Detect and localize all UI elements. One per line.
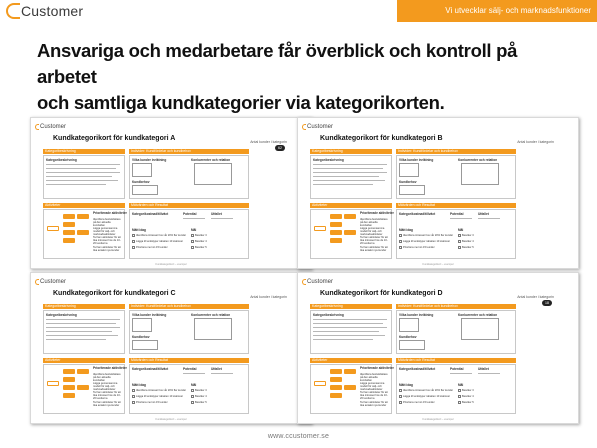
category-card-d — [297, 272, 579, 424]
label-kategori: Kategorikostnad/tillväxt — [399, 212, 436, 216]
text-line — [313, 331, 379, 332]
label-potential: Potential — [183, 212, 197, 216]
needs-chart — [132, 163, 152, 177]
goal-1: Besöker 3 — [462, 233, 474, 237]
footer-url: www.ccustomer.se — [267, 433, 330, 440]
goal-3: Besöker 5 — [195, 400, 207, 404]
goal-3: Besöker 5 — [462, 245, 474, 249]
goal-2: Besöker 4 — [462, 394, 474, 398]
label-matt: Mätt idag — [132, 383, 146, 387]
label-matt: Mätt idag — [399, 228, 413, 232]
card-badge: 18 — [542, 300, 552, 306]
activity-node — [330, 214, 342, 219]
card-title: Kundkategorikort för kundkategori B — [320, 135, 443, 142]
activity-1: Identifiera beslutsfattare på den aktuella kundsidan — [93, 373, 121, 382]
activity-node — [344, 385, 356, 390]
text-line — [46, 184, 106, 185]
activity-node — [77, 385, 89, 390]
activity-node — [63, 369, 75, 374]
competition-chart — [461, 318, 499, 340]
activity-node — [344, 230, 356, 235]
scale-line — [450, 373, 472, 374]
description-heading: Kategoribeskrivning — [46, 158, 77, 162]
checkbox — [458, 234, 461, 237]
brand-logo — [6, 3, 83, 19]
bar-activities: Aktiviteter — [43, 203, 125, 208]
text-line — [46, 180, 118, 181]
needs-table — [399, 185, 425, 195]
bar-results: Mätvärden och Resultat — [396, 203, 516, 208]
card-footnote: Kundkategorikort – exempel — [422, 263, 454, 266]
label-mal: Mål — [458, 228, 464, 232]
activity-node — [344, 369, 356, 374]
goal-1: Besöker 3 — [195, 233, 207, 237]
activity-node — [330, 385, 342, 390]
logo-c-mark — [6, 3, 20, 19]
checkbox — [191, 246, 194, 249]
card-title: Kundkategorikort för kundkategori A — [53, 135, 176, 142]
card-brand: Customer — [40, 124, 67, 130]
measure-2: Lägga till enkätyper rabatten 10 stationer — [403, 239, 451, 243]
brand-tagline: Vi utvecklar sälj- och marknadsfunktioner — [397, 0, 597, 22]
category-card-a — [30, 117, 312, 269]
checkbox — [132, 246, 135, 249]
activity-4: Ta fram aktiviteter för att öka antalet nya kunder — [360, 246, 388, 252]
card-footnote: Kundkategorikort – exempel — [422, 418, 454, 421]
text-line — [46, 164, 120, 165]
goal-2: Besöker 4 — [195, 394, 207, 398]
label-kategori: Kategorikostnad/tillväxt — [399, 367, 436, 371]
checkbox — [399, 395, 402, 398]
label-kundnyttor: Vilka kunder inriktning — [132, 158, 167, 162]
checkbox — [132, 395, 135, 398]
checkbox — [132, 234, 135, 237]
label-konkurrens: Konkurrenter och relation — [458, 158, 498, 162]
checkbox — [458, 389, 461, 392]
measure-1: Identifiera intresset hos vår 20% fler kunder — [403, 233, 454, 237]
bar-activities: Aktiviteter — [310, 358, 392, 363]
text-line — [313, 339, 373, 340]
activity-node — [63, 393, 75, 398]
brand-name: Customer — [21, 3, 84, 19]
text-line — [46, 339, 106, 340]
headline-line-2: och samtliga kundkategorier via kategorikorten. — [37, 92, 445, 113]
text-line — [46, 335, 118, 336]
activity-1: Identifiera beslutsfattare på den aktuella kundsidan — [93, 218, 121, 227]
activity-node-root — [47, 226, 59, 231]
card-subtitle: Antal kunder i kategorin — [517, 140, 554, 144]
scale-line — [478, 218, 500, 219]
text-line — [46, 172, 120, 173]
bar-activities: Aktiviteter — [43, 358, 125, 363]
label-kundnyttor: Vilka kunder inriktning — [399, 313, 434, 317]
text-line — [313, 172, 387, 173]
activity-node — [77, 369, 89, 374]
measure-1: Identifiera intresset hos vår 20% fler kunder — [136, 388, 187, 392]
label-mal: Mål — [191, 228, 197, 232]
card-brand: Customer — [307, 279, 334, 285]
measure-2: Lägga till enkätyper rabatten 10 stationer — [136, 239, 184, 243]
scale-line — [183, 218, 205, 219]
text-line — [313, 323, 383, 324]
text-line — [46, 168, 116, 169]
bar-results: Mätvärden och Resultat — [129, 358, 249, 363]
text-line — [313, 176, 379, 177]
bar-needs: Individer: Kundfördelar och kundbehov — [396, 304, 516, 309]
competition-chart — [194, 318, 232, 340]
measure-1: Identifiera intresset hos vår 20% fler kunder — [403, 388, 454, 392]
activity-4: Ta fram aktiviteter för att öka antalet nya kunder — [360, 401, 388, 407]
activity-2: Lägga gemensamma modell för sälj- och marknadsaktiviteter — [360, 382, 385, 391]
activity-3: Ta fram aktiviteter för att öka intresset hos de 10-20 kunderna — [360, 236, 388, 245]
needs-table — [132, 185, 158, 195]
logo-c-mark — [302, 279, 306, 285]
goal-2: Besöker 4 — [195, 239, 207, 243]
bar-description: Kategoribeskrivning — [310, 149, 392, 154]
activity-4: Ta fram aktiviteter för att öka antalet nya kunder — [93, 246, 121, 252]
label-kundnyttor: Vilka kunder inriktning — [399, 158, 434, 162]
card-subtitle: Antal kunder i kategorin — [250, 140, 287, 144]
text-line — [313, 335, 385, 336]
activity-2: Lägga gemensamma modell för sälj- och marknadsaktiviteter — [360, 227, 385, 236]
needs-table — [132, 340, 158, 350]
text-line — [313, 327, 387, 328]
activity-node — [63, 214, 75, 219]
text-line — [313, 180, 385, 181]
needs-chart — [399, 163, 419, 177]
card-logo — [302, 279, 333, 285]
description-heading: Kategoribeskrivning — [313, 313, 344, 317]
card-subtitle: Antal kunder i kategorin — [517, 295, 554, 299]
competition-chart — [461, 163, 499, 185]
bar-results: Mätvärden och Resultat — [129, 203, 249, 208]
goal-3: Besöker 5 — [195, 245, 207, 249]
checkbox — [191, 401, 194, 404]
card-brand: Customer — [307, 124, 334, 130]
activity-node — [330, 369, 342, 374]
label-konkurrens: Konkurrenter och relation — [191, 158, 231, 162]
activity-4: Ta fram aktiviteter för att öka antalet nya kunder — [93, 401, 121, 407]
scale-line — [183, 373, 205, 374]
activities-heading: Prioriterade aktiviteter — [93, 211, 127, 215]
activity-node-root — [314, 381, 326, 386]
text-line — [46, 319, 120, 320]
activity-node — [63, 222, 75, 227]
bar-description: Kategoribeskrivning — [43, 149, 125, 154]
headline — [37, 38, 577, 116]
checkbox — [458, 240, 461, 243]
checkbox — [399, 401, 402, 404]
measure-3: Prioritera mer än 15 kunder — [136, 400, 168, 404]
activity-node — [63, 238, 75, 243]
checkbox — [458, 395, 461, 398]
checkbox — [399, 240, 402, 243]
activity-node — [330, 238, 342, 243]
activity-node — [77, 230, 89, 235]
label-kategori: Kategorikostnad/tillväxt — [132, 367, 169, 371]
activities-heading: Prioriterade aktiviteter — [360, 211, 394, 215]
activity-node-root — [314, 226, 326, 231]
logo-c-mark — [302, 124, 306, 130]
text-line — [313, 168, 383, 169]
measure-2: Lägga till enkätyper rabatten 10 stationer — [403, 394, 451, 398]
activity-3: Ta fram aktiviteter för att öka intresset hos de 10-20 kunderna — [93, 236, 121, 245]
label-potential: Potential — [183, 367, 197, 371]
card-badge: 62 — [275, 145, 285, 151]
activity-node — [330, 377, 342, 382]
label-kategori: Kategorikostnad/tillväxt — [132, 212, 169, 216]
activity-3: Ta fram aktiviteter för att öka intresset hos de 10-20 kunderna — [93, 391, 121, 400]
label-utfall: Utfallet — [478, 367, 489, 371]
checkbox — [191, 240, 194, 243]
checkbox — [458, 246, 461, 249]
needs-chart — [132, 318, 152, 332]
bar-needs: Individer: Kundfördelar och kundbehov — [129, 304, 249, 309]
activity-2: Lägga gemensamma modell för sälj- och marknadsaktiviteter — [93, 227, 118, 236]
text-line — [46, 327, 120, 328]
category-card-b — [297, 117, 579, 269]
activities-heading: Prioriterade aktiviteter — [93, 366, 127, 370]
activity-node — [77, 214, 89, 219]
activity-node — [344, 214, 356, 219]
checkbox — [399, 246, 402, 249]
activity-node — [63, 385, 75, 390]
label-konkurrens: Konkurrenter och relation — [458, 313, 498, 317]
text-line — [46, 323, 116, 324]
activity-node — [63, 377, 75, 382]
needs-table — [399, 340, 425, 350]
activity-1: Identifiera beslutsfattare på den aktuella kundsidan — [360, 373, 388, 382]
description-heading: Kategoribeskrivning — [46, 313, 77, 317]
measure-3: Prioritera mer än 15 kunder — [136, 245, 168, 249]
goal-1: Besöker 3 — [462, 388, 474, 392]
text-line — [313, 184, 373, 185]
bar-needs: Individer: Kundfördelar och kundbehov — [396, 149, 516, 154]
checkbox — [132, 240, 135, 243]
measure-2: Lägga till enkätyper rabatten 10 stationer — [136, 394, 184, 398]
checkbox — [399, 234, 402, 237]
activity-node-root — [47, 381, 59, 386]
bar-activities: Aktiviteter — [310, 203, 392, 208]
label-matt: Mätt idag — [132, 228, 146, 232]
card-logo — [35, 279, 66, 285]
text-line — [313, 164, 387, 165]
label-kundbehov: Kundbehov — [399, 335, 417, 339]
card-title: Kundkategorikort för kundkategori D — [320, 290, 443, 297]
card-logo — [302, 124, 333, 130]
goal-3: Besöker 5 — [462, 400, 474, 404]
label-konkurrens: Konkurrenter och relation — [191, 313, 231, 317]
card-logo — [35, 124, 66, 130]
logo-c-mark — [35, 124, 39, 130]
activity-1: Identifiera beslutsfattare på den aktuella kundsidan — [360, 218, 388, 227]
card-title: Kundkategorikort för kundkategori C — [53, 290, 176, 297]
goal-1: Besöker 3 — [195, 388, 207, 392]
label-potential: Potential — [450, 367, 464, 371]
bar-needs: Individer: Kundfördelar och kundbehov — [129, 149, 249, 154]
activity-node — [330, 393, 342, 398]
measure-3: Prioritera mer än 15 kunder — [403, 400, 435, 404]
checkbox — [132, 401, 135, 404]
needs-chart — [399, 318, 419, 332]
checkbox — [132, 389, 135, 392]
card-subtitle: Antal kunder i kategorin — [250, 295, 287, 299]
label-kundbehov: Kundbehov — [399, 180, 417, 184]
text-line — [46, 176, 112, 177]
scale-line — [450, 218, 472, 219]
checkbox — [458, 401, 461, 404]
label-kundbehov: Kundbehov — [132, 335, 150, 339]
checkbox — [191, 234, 194, 237]
label-utfall: Utfallet — [211, 367, 222, 371]
scale-line — [211, 373, 233, 374]
activity-2: Lägga gemensamma modell för sälj- och marknadsaktiviteter — [93, 382, 118, 391]
headline-line-1: Ansvariga och medarbetare får överblick och kontroll på arbetet — [37, 40, 518, 87]
card-brand: Customer — [40, 279, 67, 285]
logo-c-mark — [35, 279, 39, 285]
bar-description: Kategoribeskrivning — [43, 304, 125, 309]
checkbox — [399, 389, 402, 392]
activity-node — [330, 222, 342, 227]
activity-3: Ta fram aktiviteter för att öka intresset hos de 10-20 kunderna — [360, 391, 388, 400]
goal-2: Besöker 4 — [462, 239, 474, 243]
bar-results: Mätvärden och Resultat — [396, 358, 516, 363]
activity-node — [330, 230, 342, 235]
bar-description: Kategoribeskrivning — [310, 304, 392, 309]
label-matt: Mätt idag — [399, 383, 413, 387]
scale-line — [211, 218, 233, 219]
label-utfall: Utfallet — [211, 212, 222, 216]
card-footnote: Kundkategorikort – exempel — [155, 263, 187, 266]
category-card-c — [30, 272, 312, 424]
label-kundbehov: Kundbehov — [132, 180, 150, 184]
label-utfall: Utfallet — [478, 212, 489, 216]
measure-1: Identifiera intresset hos vår 20% fler kunder — [136, 233, 187, 237]
activity-node — [63, 230, 75, 235]
checkbox — [191, 389, 194, 392]
checkbox — [191, 395, 194, 398]
card-footnote: Kundkategorikort – exempel — [155, 418, 187, 421]
competition-chart — [194, 163, 232, 185]
scale-line — [478, 373, 500, 374]
measure-3: Prioritera mer än 15 kunder — [403, 245, 435, 249]
top-bar — [0, 0, 597, 22]
text-line — [46, 331, 112, 332]
label-kundnyttor: Vilka kunder inriktning — [132, 313, 167, 317]
label-potential: Potential — [450, 212, 464, 216]
label-mal: Mål — [191, 383, 197, 387]
description-heading: Kategoribeskrivning — [313, 158, 344, 162]
text-line — [313, 319, 387, 320]
activities-heading: Prioriterade aktiviteter — [360, 366, 394, 370]
label-mal: Mål — [458, 383, 464, 387]
